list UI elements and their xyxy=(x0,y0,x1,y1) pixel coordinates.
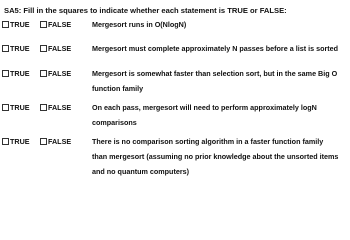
false-label-3: FALSE xyxy=(48,69,72,78)
true-option-4[interactable] xyxy=(2,104,30,111)
true-checkbox-5[interactable] xyxy=(2,138,9,145)
false-option-1[interactable] xyxy=(40,21,71,28)
false-label-1: FALSE xyxy=(48,20,72,29)
statement-line: function family xyxy=(92,84,144,93)
false-checkbox-3[interactable] xyxy=(40,70,47,77)
false-checkbox-5[interactable] xyxy=(40,138,47,145)
statement-line: On each pass, mergesort will need to perform approximately logN xyxy=(92,103,317,112)
statement-text-3 xyxy=(92,70,347,94)
true-option-3[interactable] xyxy=(2,70,30,77)
true-checkbox-3[interactable] xyxy=(2,70,9,77)
false-label-2: FALSE xyxy=(48,44,72,53)
false-label-5: FALSE xyxy=(48,137,72,146)
statement-text-5 xyxy=(92,138,347,177)
statement-line: There is no comparison sorting algorithm in a faster function family xyxy=(92,137,324,146)
false-option-5[interactable] xyxy=(40,138,71,145)
false-option-4[interactable] xyxy=(40,104,71,111)
true-option-1[interactable] xyxy=(2,21,30,28)
false-option-3[interactable] xyxy=(40,70,71,77)
true-label-5: TRUE xyxy=(10,137,30,146)
false-checkbox-2[interactable] xyxy=(40,45,47,52)
statement-line: Mergesort runs in O(NlogN) xyxy=(92,20,187,29)
statement-line: comparisons xyxy=(92,118,137,127)
false-label-4: FALSE xyxy=(48,103,72,112)
false-checkbox-1[interactable] xyxy=(40,21,47,28)
true-checkbox-1[interactable] xyxy=(2,21,9,28)
false-option-2[interactable] xyxy=(40,45,71,52)
statement-line: Mergesort must complete approximately N passes before a list is sorted xyxy=(92,44,339,53)
true-option-5[interactable] xyxy=(2,138,30,145)
statement-text-4 xyxy=(92,104,347,128)
statement-line: and no quantum computers) xyxy=(92,167,190,176)
true-label-2: TRUE xyxy=(10,44,30,53)
false-checkbox-4[interactable] xyxy=(40,104,47,111)
true-checkbox-4[interactable] xyxy=(2,104,9,111)
true-label-4: TRUE xyxy=(10,103,30,112)
statement-text-1 xyxy=(92,21,347,30)
true-label-3: TRUE xyxy=(10,69,30,78)
true-option-2[interactable] xyxy=(2,45,30,52)
true-checkbox-2[interactable] xyxy=(2,45,9,52)
statement-text-2 xyxy=(92,45,347,54)
question-heading: SA5: Fill in the squares to indicate whether each statement is TRUE or FALSE: xyxy=(4,6,287,15)
true-label-1: TRUE xyxy=(10,20,30,29)
statement-line: than mergesort (assuming no prior knowledge about the unsorted items xyxy=(92,152,339,161)
statement-line: Mergesort is somewhat faster than selection sort, but in the same Big O xyxy=(92,69,338,78)
